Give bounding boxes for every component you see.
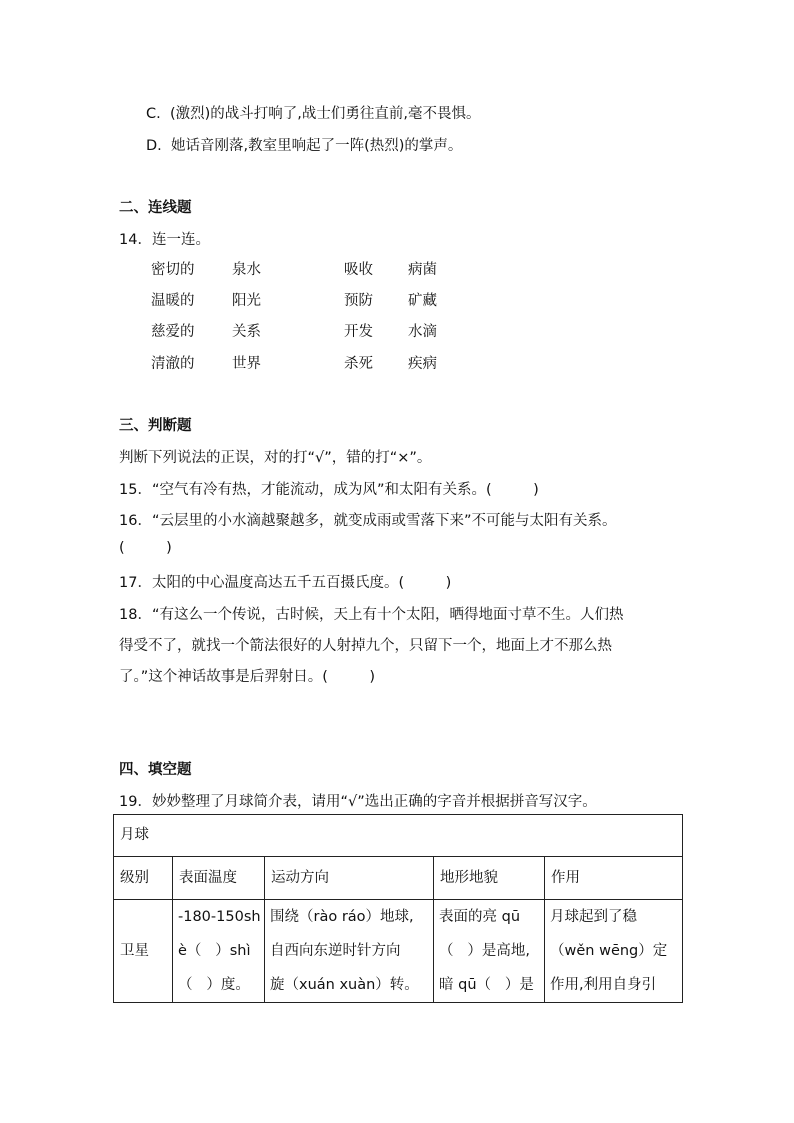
table-header: 地形地貌: [434, 857, 545, 900]
cell-line: è（ ）shì: [178, 943, 251, 959]
question-18-line-3: 了。”这个神话故事是后羿射日。( ): [119, 669, 376, 685]
match-word: 清澈的: [151, 356, 195, 372]
match-word: 病菌: [408, 262, 437, 278]
table-cell-temperature: [173, 900, 265, 1003]
option-c: C. (激烈)的战斗打响了,战士们勇往直前,毫不畏惧。: [146, 106, 481, 122]
table-header: 表面温度: [173, 857, 265, 900]
cell-line: 作用,利用自身引: [550, 977, 657, 993]
match-word: 预防: [344, 293, 373, 309]
cell-line: 表面的亮 qū: [439, 909, 521, 925]
table-header: 作用: [545, 857, 683, 900]
question-14: 14．连一连。: [119, 232, 210, 248]
question-18: 18．“有这么一个传说，古时候，天上有十个太阳，晒得地面寸草不生。人们热: [119, 607, 624, 623]
table-row: [114, 815, 683, 857]
moon-info-table: [113, 814, 683, 1003]
question-16-answer: ( ): [119, 540, 172, 556]
table-header: 运动方向: [265, 857, 434, 900]
match-word: 慈爱的: [151, 324, 195, 340]
table-row: [114, 900, 683, 1003]
cell-line: 自西向东逆时针方向: [270, 943, 401, 959]
match-word: 泉水: [232, 262, 261, 278]
cell-line: 旋（xuán xuàn）转。: [270, 977, 419, 993]
question-19: 19．妙妙整理了月球简介表，请用“√”选出正确的字音并根据拼音写汉字。: [119, 794, 597, 810]
match-word: 吸收: [344, 262, 373, 278]
match-word: 密切的: [151, 262, 195, 278]
section-heading-judgement: 三、判断题: [119, 418, 192, 434]
question-15: 15．“空气有冷有热，才能流动，成为风”和太阳有关系。( ): [119, 482, 539, 498]
question-17: 17．太阳的中心温度高达五千五百摄氏度。( ): [119, 575, 452, 591]
match-word: 杀死: [344, 356, 373, 372]
table-cell-role: [545, 900, 683, 1003]
cell-line: 暗 qū（ ）是: [439, 977, 534, 993]
cell-line: 月球起到了稳: [550, 909, 637, 925]
cell-line: 围绕（rào ráo）地球,: [270, 909, 414, 925]
cell-line: （ ）度。: [178, 977, 250, 993]
match-word: 世界: [232, 356, 261, 372]
option-d: D. 她话音刚落,教室里响起了一阵(热烈)的掌声。: [146, 138, 463, 154]
cell-line: （wěn wēng）定: [550, 943, 668, 959]
cell-line: （ ）是高地,: [439, 943, 530, 959]
table-cell-motion: [265, 900, 434, 1003]
table-cell-terrain: [434, 900, 545, 1003]
table-cell-level: 卫星: [114, 900, 173, 1003]
table-title: 月球: [114, 815, 683, 857]
question-18-line-2: 得受不了，就找一个箭法很好的人射掉九个，只留下一个，地面上才不那么热: [119, 638, 612, 654]
match-word: 疾病: [408, 356, 437, 372]
question-16: 16．“云层里的小水滴越聚越多，就变成雨或雪落下来”不可能与太阳有关系。: [119, 513, 617, 529]
match-word: 水滴: [408, 324, 437, 340]
match-word: 温暖的: [151, 293, 195, 309]
table-row: [114, 857, 683, 900]
match-word: 阳光: [232, 293, 261, 309]
judgement-instruction: 判断下列说法的正误，对的打“√”，错的打“×”。: [119, 450, 432, 466]
table-header: 级别: [114, 857, 173, 900]
section-heading-matching: 二、连线题: [119, 200, 192, 216]
cell-line: -180-150sh: [178, 909, 261, 925]
match-word: 开发: [344, 324, 373, 340]
match-word: 关系: [232, 324, 261, 340]
match-word: 矿藏: [408, 293, 437, 309]
section-heading-fill-in: 四、填空题: [119, 762, 192, 778]
